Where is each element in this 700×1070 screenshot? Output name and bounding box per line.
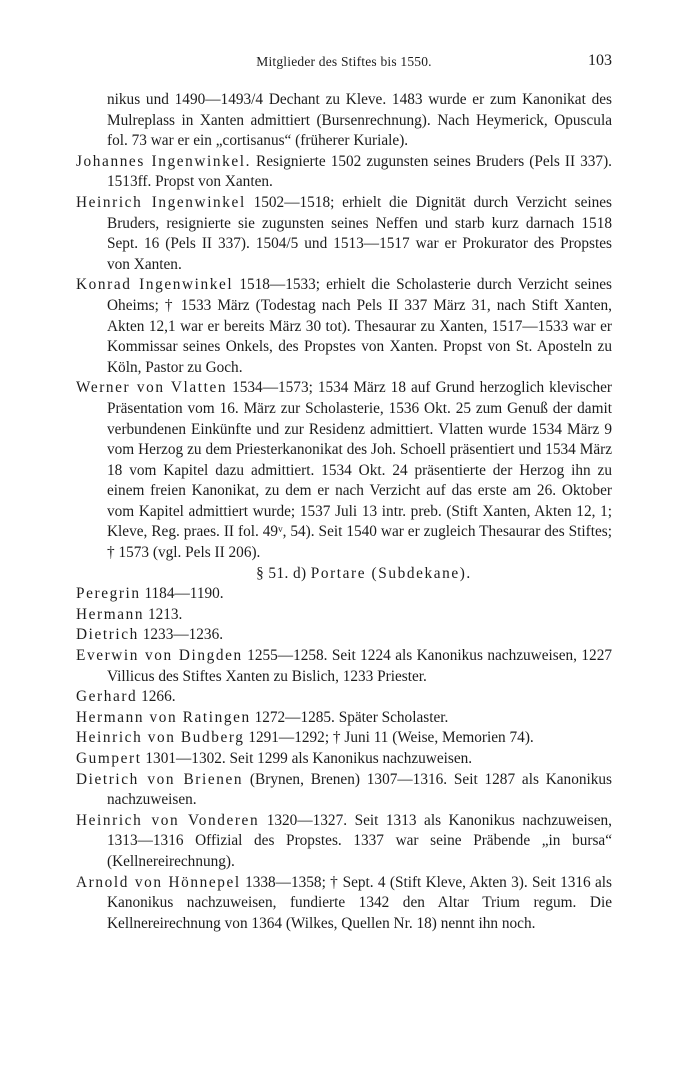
entry-name: Werner von Vlatten [76, 379, 228, 397]
entry-name: Heinrich von Budberg [76, 729, 245, 747]
entry-heinrich-von-vonderen [76, 811, 612, 873]
entry-name: Johannes Ingenwinkel. [76, 152, 251, 170]
entry-text: 1291—1292; † Juni 11 (Weise, Memorien 74). [244, 729, 534, 747]
entry-text: 1338—1358; † Sept. 4 (Stift Kleve, Akten 3). Seit 1316 als Kanonikus nachzuweisen, fundierte 1342 den Altar Trium regum. Die Kellnereirechnung von 1364 (Wilkes, Quellen Nr. 18) nennt ihn noch. [107, 873, 612, 932]
entry-text: 1301—1302. Seit 1299 als Kanonikus nachzuweisen. [141, 750, 473, 767]
entry-name: Heinrich Ingenwinkel [76, 193, 246, 211]
entry-name: Gerhard [76, 688, 138, 706]
continued-entry [76, 90, 612, 152]
entry-heinrich-von-budberg [76, 728, 612, 749]
entry-dietrich-von-brienen [76, 770, 612, 811]
entry-name: Heinrich von Vonderen [76, 811, 260, 829]
section-number: § 51. d) [256, 564, 307, 582]
entry-gerhard [76, 687, 612, 708]
entry-name: Gumpert [76, 750, 142, 767]
entry-konrad-ingenwinkel [76, 275, 612, 378]
entry-text: 1233—1236. [138, 626, 224, 644]
entry-gumpert [76, 749, 612, 770]
entry-hermann-von-ratingen [76, 708, 612, 729]
entry-name: Arnold von Hönnepel [76, 873, 241, 891]
running-title: Mitglieder des Stiftes bis 1550. [256, 54, 432, 69]
entry-heinrich-ingenwinkel [76, 193, 612, 275]
entry-text: 1255—1258. Seit 1224 als Kanonikus nachzuweisen, 1227 Villicus des Stiftes Xanten zu Bislich, 1233 Priester. [107, 647, 613, 685]
entry-werner-von-vlatten [76, 378, 612, 563]
entry-name: Hermann [76, 605, 145, 623]
entry-name: Peregrin [76, 585, 141, 603]
entry-text: 1320—1327. Seit 1313 als Kanonikus nachzuweisen, 1313—1316 Offizial des Propstes. 1337 war seine Präbende „in bursa“ (Kellnereirechnung). [107, 811, 612, 870]
entry-text: 1213. [144, 605, 183, 623]
section-heading [76, 564, 612, 585]
section-title: Portare (Subdekane). [310, 564, 472, 582]
entry-text: 1184—1190. [140, 585, 224, 603]
entry-text: Resignierte 1502 zugunsten seines Bruders (Pels II 337). 1513ff. Propst von Xanten. [107, 152, 612, 191]
page-number: 103 [588, 52, 612, 69]
entry-text: 1502—1518; erhielt die Dignität durch Verzicht seines Bruders, resignierte sie zugunsten seines Neffen und starb kurz darnach 1518 Sept. 16 (Pels II 337). 1504/5 und 1513—1517 war er Prokurator des Propstes von Xanten. [107, 193, 612, 273]
entry-name: Everwin von Dingden [76, 647, 243, 665]
entry-text: 1272—1285. Später Scholaster. [250, 708, 449, 726]
entry-name: Konrad Ingenwinkel [76, 276, 234, 294]
entry-text: (Brynen, Brenen) 1307—1316. Seit 1287 als Kanonikus nachzuweisen. [107, 770, 612, 809]
entry-johannes-ingenwinkel [76, 152, 612, 193]
entry-hermann [76, 605, 612, 626]
entry-text: nikus und 1490—1493/4 Dechant zu Kleve. 1483 wurde er zum Kanonikat des Mulreplass in Xanten admittiert (Bursenrechnung). Nach Heymerick, Opuscula fol. 73 war er ein „cortisanus“ (früherer Kuriale). [107, 91, 612, 150]
entry-name: Dietrich von Brienen [76, 770, 244, 788]
entry-text: 1518—1533; erhielt die Scholasterie durch Verzicht seines Oheims; † 1533 März (Todestag nach Pels II 337 März 31, nach Stift Xanten, Akten 12,1 war er bereits März 30 tot). Thesaurar zu Xanten, 1517—1533 war er Kommissar seines Onkels, des Propstes von Xanten. Propst von St. Aposteln zu Köln, Pastor zu Goch. [107, 276, 612, 376]
entry-peregrin [76, 584, 612, 605]
entry-arnold-von-hoennepel [76, 873, 612, 935]
page-header [76, 52, 612, 74]
entry-dietrich [76, 625, 612, 646]
entry-text: 1534—1573; 1534 März 18 auf Grund herzoglich klevischer Präsentation vom 16. März zur Scholasterie, 1536 Okt. 25 zum Genuß der damit verbundenen Einkünfte und zur Residenz admittiert. Vlatten wurde 1534 März 9 vom Herzog zu dem Priesterkanonikat des Joh. Schoell präsentiert und 1534 März 18 vom Kapitel dazu admittiert. 1534 Okt. 24 präsentierte der Herzog ihn zu einem freien Kanonikat, zu dem er nach Verzicht auf das erste am 26. Oktober vom Kapitel admittiert wurde; 1537 Juli 13 intr. preb. (Stift Xanten, Akten 12, 1; Kleve, Reg. praes. II fol. 49ᵛ, 54). Seit 1540 war er zugleich Thesaurar des Stiftes; † 1573 (vgl. Pels II 206). [107, 379, 612, 562]
entry-name: Hermann von Ratingen [76, 708, 251, 726]
entry-text: 1266. [137, 688, 176, 706]
entry-name: Dietrich [76, 626, 139, 644]
page-body [76, 90, 612, 934]
entry-everwin-von-dingden [76, 646, 612, 687]
